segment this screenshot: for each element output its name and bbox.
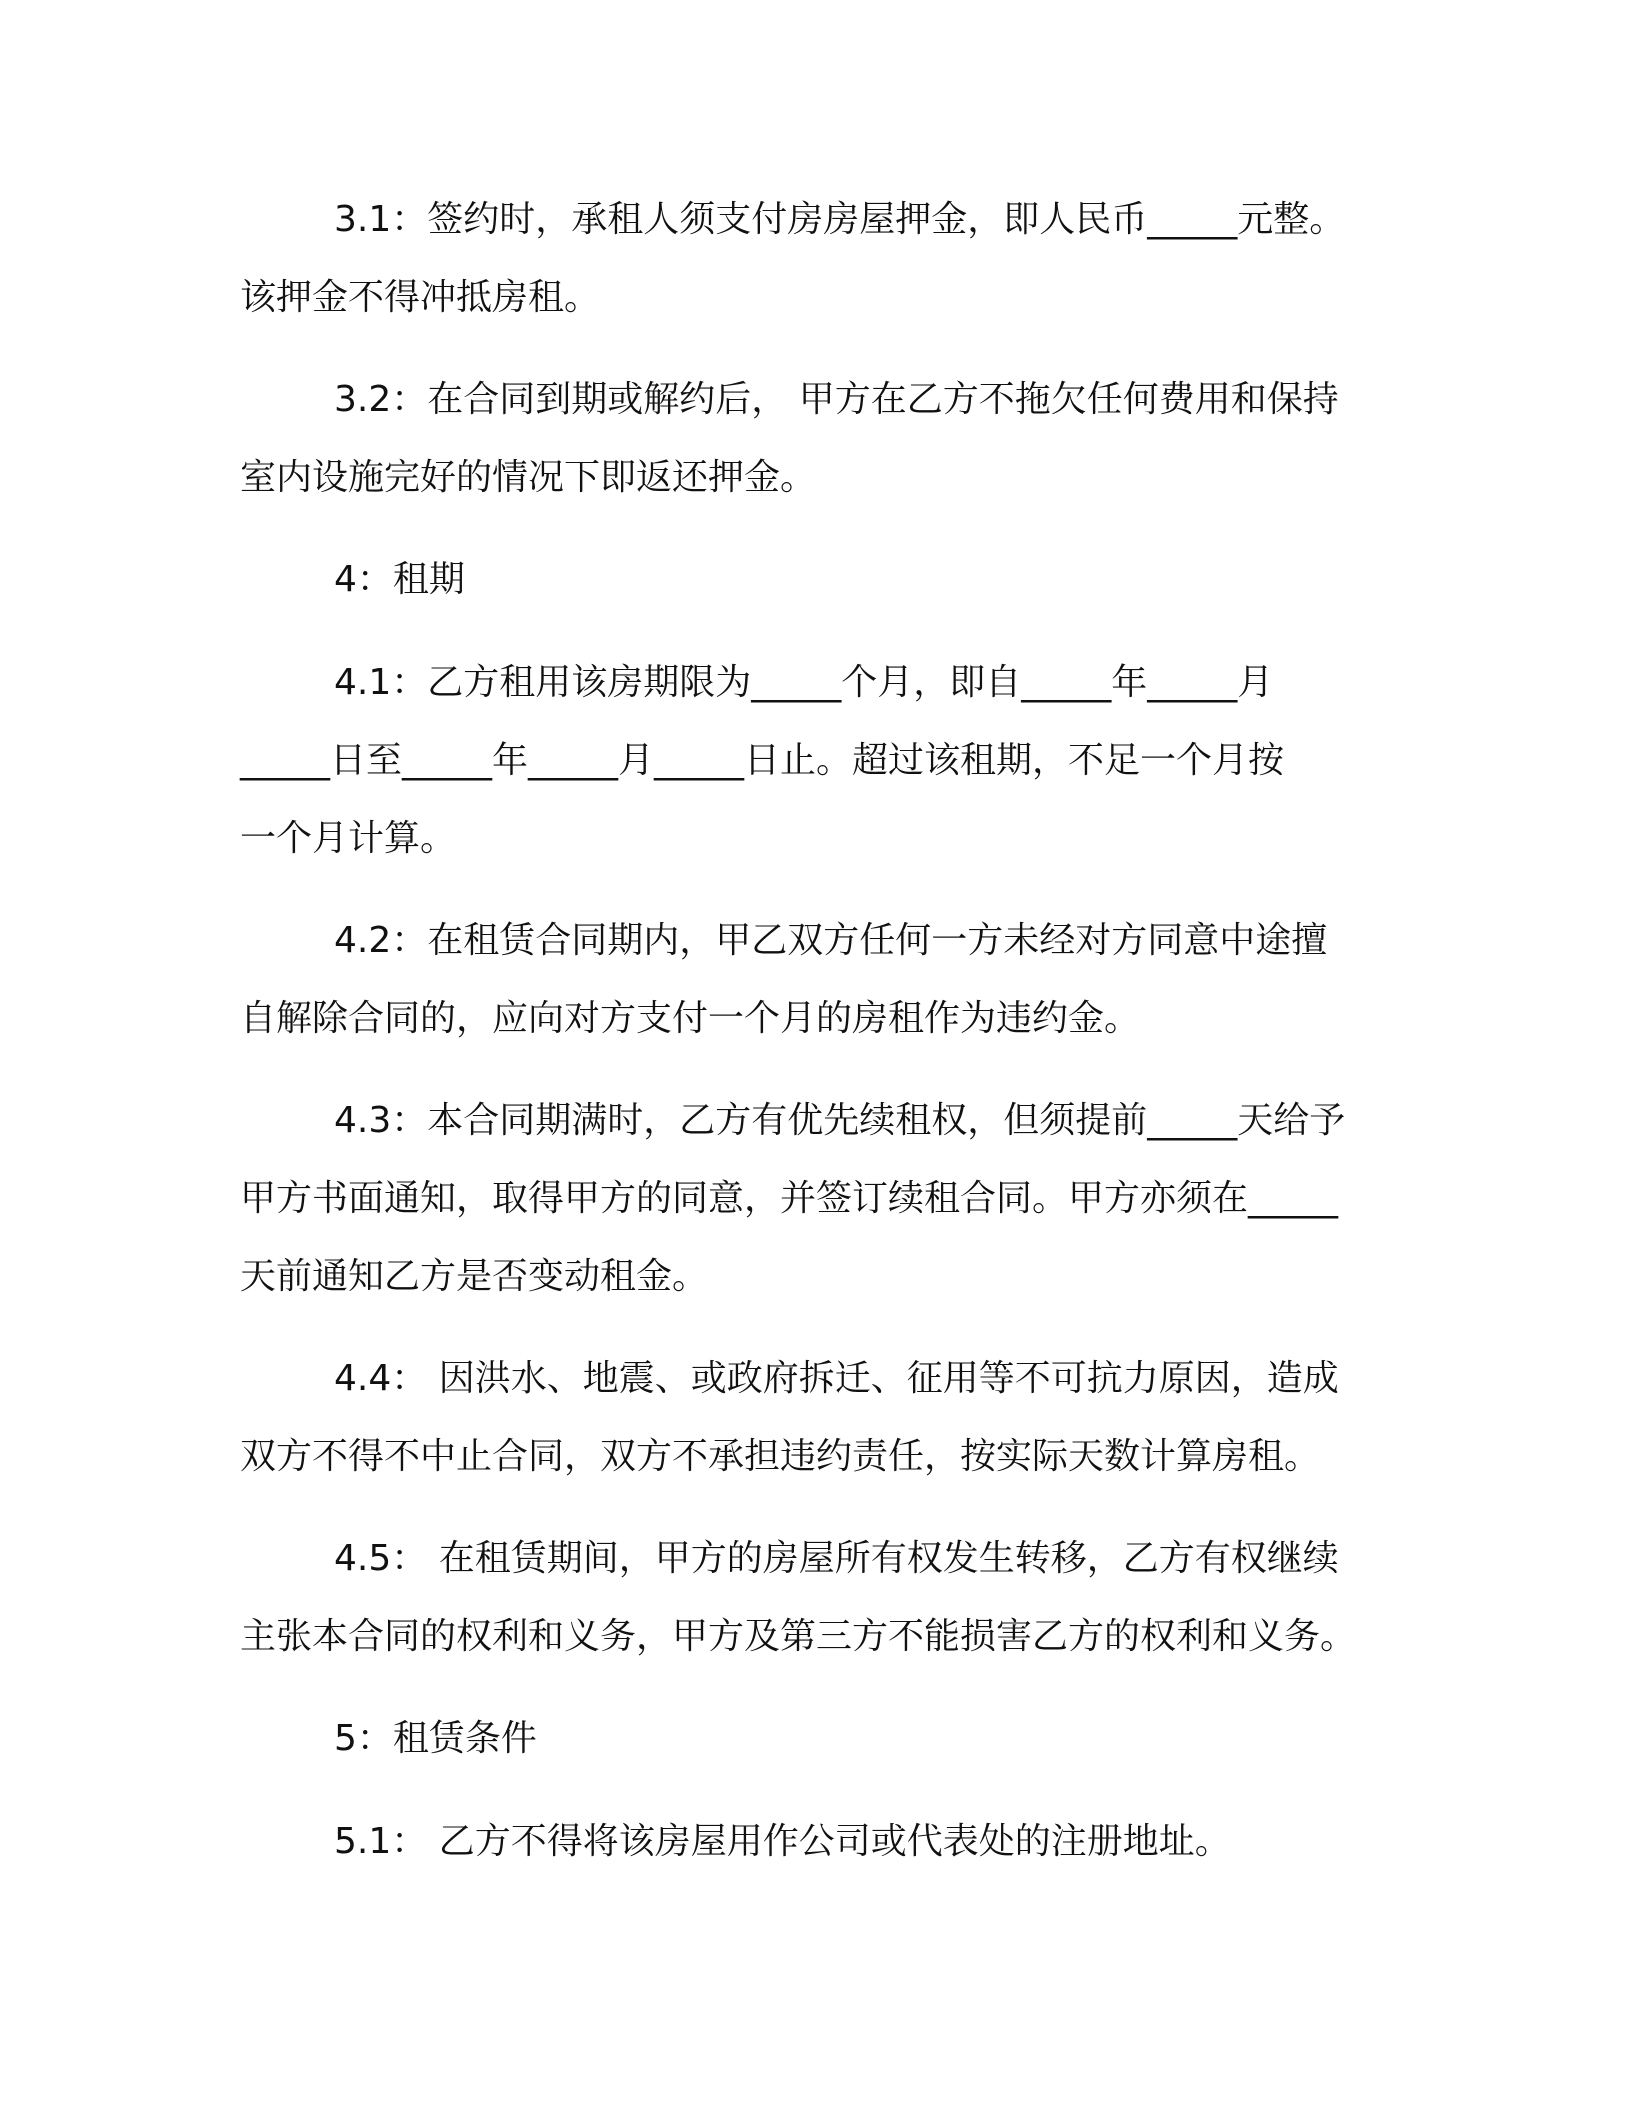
section-heading-4 [240, 541, 1380, 619]
paragraph-line: 4.3：本合同期满时，乙方有优先续租权，但须提前_____天给予 [334, 1100, 1346, 1141]
heading-line: 4：租期 [334, 559, 465, 600]
paragraph-line: 该押金不得冲抵房租。 [240, 277, 601, 318]
paragraph-4-4 [240, 1340, 1380, 1496]
paragraph-line: 天前通知乙方是否变动租金。 [240, 1256, 709, 1297]
paragraph-4-1 [240, 644, 1380, 878]
paragraph-3-1 [240, 181, 1380, 337]
paragraph-line: 一个月计算。 [240, 818, 457, 859]
heading-line: 5：租赁条件 [334, 1718, 537, 1759]
paragraph-line: 自解除合同的，应向对方支付一个月的房租作为违约金。 [240, 998, 1141, 1039]
paragraph-line: 4.2：在租赁合同期内，甲乙双方任何一方未经对方同意中途擅 [334, 920, 1328, 961]
section-heading-5 [240, 1700, 1380, 1778]
paragraph-line: 3.2：在合同到期或解约后， 甲方在乙方不拖欠任何费用和保持 [334, 379, 1339, 420]
paragraph-4-5 [240, 1520, 1380, 1676]
paragraph-line: 双方不得不中止合同，双方不承担违约责任，按实际天数计算房租。 [240, 1436, 1321, 1477]
paragraph-5-1 [240, 1803, 1380, 1881]
paragraph-line: 4.1：乙方租用该房期限为_____个月，即自_____年_____月 [334, 662, 1274, 703]
paragraph-line: 5.1： 乙方不得将该房屋用作公司或代表处的注册地址。 [334, 1821, 1231, 1862]
paragraph-line: 甲方书面通知，取得甲方的同意，并签订续租合同。甲方亦须在_____ [240, 1178, 1339, 1219]
paragraph-line: 4.5： 在租赁期间，甲方的房屋所有权发生转移，乙方有权继续 [334, 1538, 1339, 1579]
paragraph-line: 主张本合同的权利和义务，甲方及第三方不能损害乙方的权利和义务。 [240, 1616, 1357, 1657]
paragraph-line: 4.4： 因洪水、地震、或政府拆迁、征用等不可抗力原因，造成 [334, 1358, 1339, 1399]
paragraph-4-2 [240, 902, 1380, 1058]
paragraph-4-3 [240, 1082, 1380, 1316]
paragraph-line: _____日至_____年_____月_____日止。超过该租期，不足一个月按 [240, 740, 1285, 781]
paragraph-line: 3.1：签约时，承租人须支付房房屋押金，即人民币_____元整。 [334, 199, 1346, 240]
paragraph-3-2 [240, 361, 1380, 517]
paragraph-line: 室内设施完好的情况下即返还押金。 [240, 457, 817, 498]
